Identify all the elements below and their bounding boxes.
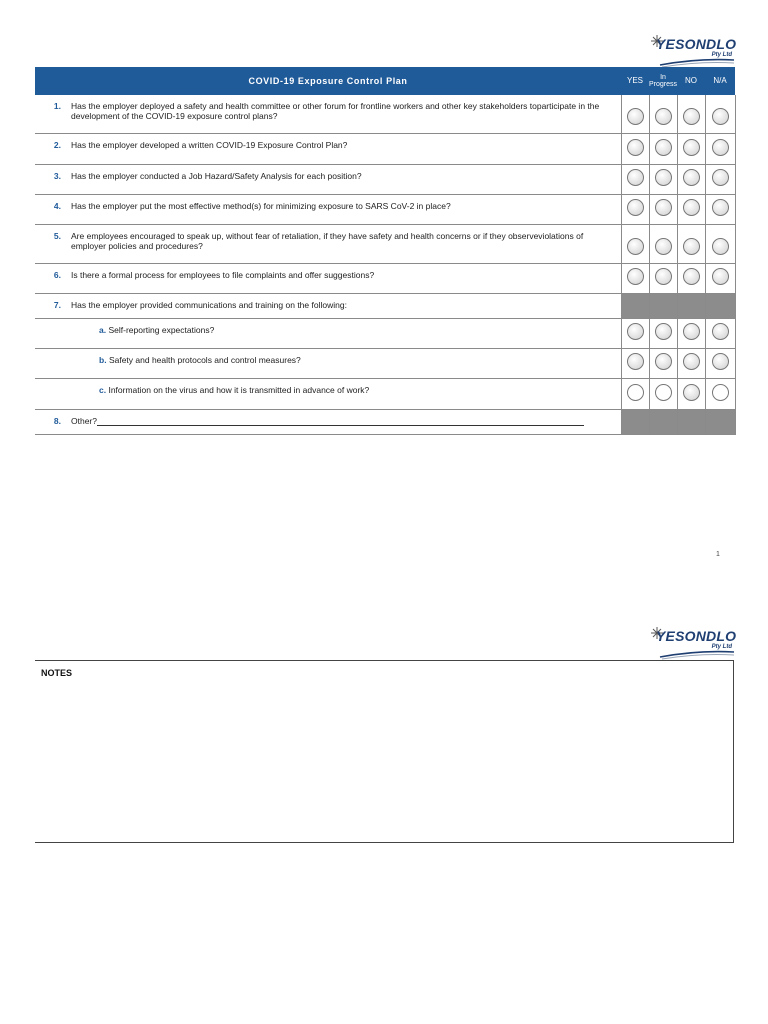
question-text: Has the employer conducted a Job Hazard/Safety Analysis for each position? — [61, 164, 621, 194]
question-row-7 — [35, 293, 735, 318]
logo-suffix: Pty Ltd — [711, 644, 732, 650]
question-row-4 — [35, 194, 735, 224]
question-text: Has the employer developed a written COVID-19 Exposure Control Plan? — [61, 133, 621, 164]
question-row-8 — [35, 409, 735, 434]
radio-na[interactable] — [712, 384, 729, 401]
shaded-cell — [649, 409, 677, 434]
radio-yes[interactable] — [627, 323, 644, 340]
radio-yes[interactable] — [627, 384, 644, 401]
shaded-cell — [621, 293, 649, 318]
question-row-6 — [35, 263, 735, 293]
question-number: 3. — [35, 164, 61, 194]
sub-question-letter: c. — [99, 384, 107, 395]
question-row-1 — [35, 95, 735, 133]
radio-no[interactable] — [683, 199, 700, 216]
question-number: 8. — [35, 409, 61, 434]
question-text: Other? — [71, 415, 97, 426]
radio-yes[interactable] — [627, 139, 644, 156]
column-na: N/A — [705, 67, 735, 95]
logo-suffix: Pty Ltd — [711, 52, 732, 58]
radio-no[interactable] — [683, 353, 700, 370]
radio-yes[interactable] — [627, 268, 644, 285]
sub-question-text: Safety and health protocols and control measures? — [108, 354, 301, 365]
covid-checklist-table — [35, 67, 736, 435]
question-text: Are employees encouraged to speak up, without fear of retaliation, if they have safety and health concerns or if they observeviolations of employer policies and procedures? — [61, 224, 621, 263]
radio-no[interactable] — [683, 108, 700, 125]
question-text: Has the employer put the most effective method(s) for minimizing exposure to SARS CoV-2 in place? — [61, 194, 621, 224]
sub-question-letter: b. — [99, 354, 107, 365]
radio-na[interactable] — [712, 199, 729, 216]
question-text: Has the employer provided communications and training on the following: — [61, 293, 621, 318]
notes-title: NOTES — [41, 668, 73, 678]
radio-in-progress[interactable] — [655, 199, 672, 216]
radio-no[interactable] — [683, 169, 700, 186]
radio-in-progress[interactable] — [655, 268, 672, 285]
shaded-cell — [705, 409, 735, 434]
other-input-line[interactable] — [97, 416, 584, 426]
radio-na[interactable] — [712, 353, 729, 370]
table-title: COVID-19 Exposure Control Plan — [35, 67, 621, 95]
radio-na[interactable] — [712, 169, 729, 186]
question-text: Has the employer deployed a safety and health committee or other forum for frontline workers and other key stakeholders toparticipate in the development of the COVID-19 exposure control plans? — [61, 95, 621, 133]
logo-swoosh — [648, 34, 738, 70]
question-row-2 — [35, 133, 735, 164]
radio-no[interactable] — [683, 323, 700, 340]
shaded-cell — [677, 409, 705, 434]
shaded-cell — [677, 293, 705, 318]
radio-na[interactable] — [712, 108, 729, 125]
company-logo — [648, 626, 738, 662]
logo-swoosh — [648, 626, 738, 662]
radio-yes[interactable] — [627, 353, 644, 370]
radio-na[interactable] — [712, 139, 729, 156]
question-number: 5. — [35, 224, 61, 263]
radio-na[interactable] — [712, 268, 729, 285]
radio-in-progress[interactable] — [655, 108, 672, 125]
radio-in-progress[interactable] — [655, 139, 672, 156]
question-row-5 — [35, 224, 735, 263]
question-number: 7. — [35, 293, 61, 318]
logo-name: YESONDLO — [656, 36, 737, 52]
column-yes: YES — [621, 67, 649, 95]
radio-no[interactable] — [683, 268, 700, 285]
question-number: 6. — [35, 263, 61, 293]
radio-in-progress[interactable] — [655, 384, 672, 401]
radio-yes[interactable] — [627, 169, 644, 186]
table-header — [35, 67, 735, 95]
question-number: 4. — [35, 194, 61, 224]
radio-in-progress[interactable] — [655, 169, 672, 186]
question-number: 2. — [35, 133, 61, 164]
column-no: NO — [677, 67, 705, 95]
radio-in-progress[interactable] — [655, 353, 672, 370]
page-number: 1 — [716, 551, 720, 558]
logo-name: YESONDLO — [656, 628, 737, 644]
sub-question-row-a — [35, 318, 735, 348]
shaded-cell — [649, 293, 677, 318]
notes-box[interactable] — [35, 660, 734, 843]
sub-question-letter: a. — [99, 324, 107, 335]
radio-na[interactable] — [712, 238, 729, 255]
radio-in-progress[interactable] — [655, 238, 672, 255]
radio-na[interactable] — [712, 323, 729, 340]
sub-question-row-c — [35, 378, 735, 409]
shaded-cell — [621, 409, 649, 434]
column-in-progress: In Progress — [649, 67, 677, 95]
question-text: Is there a formal process for employees to file complaints and offer suggestions? — [61, 263, 621, 293]
radio-yes[interactable] — [627, 238, 644, 255]
radio-yes[interactable] — [627, 199, 644, 216]
company-logo — [648, 34, 738, 70]
radio-in-progress[interactable] — [655, 323, 672, 340]
shaded-cell — [705, 293, 735, 318]
radio-no[interactable] — [683, 139, 700, 156]
sub-question-text: Information on the virus and how it is transmitted in advance of work? — [108, 384, 370, 395]
sub-question-row-b — [35, 348, 735, 378]
sub-question-text: Self-reporting expectations? — [108, 324, 215, 335]
radio-no[interactable] — [683, 238, 700, 255]
radio-yes[interactable] — [627, 108, 644, 125]
question-row-3 — [35, 164, 735, 194]
radio-no[interactable] — [683, 384, 700, 401]
question-number: 1. — [35, 95, 61, 133]
